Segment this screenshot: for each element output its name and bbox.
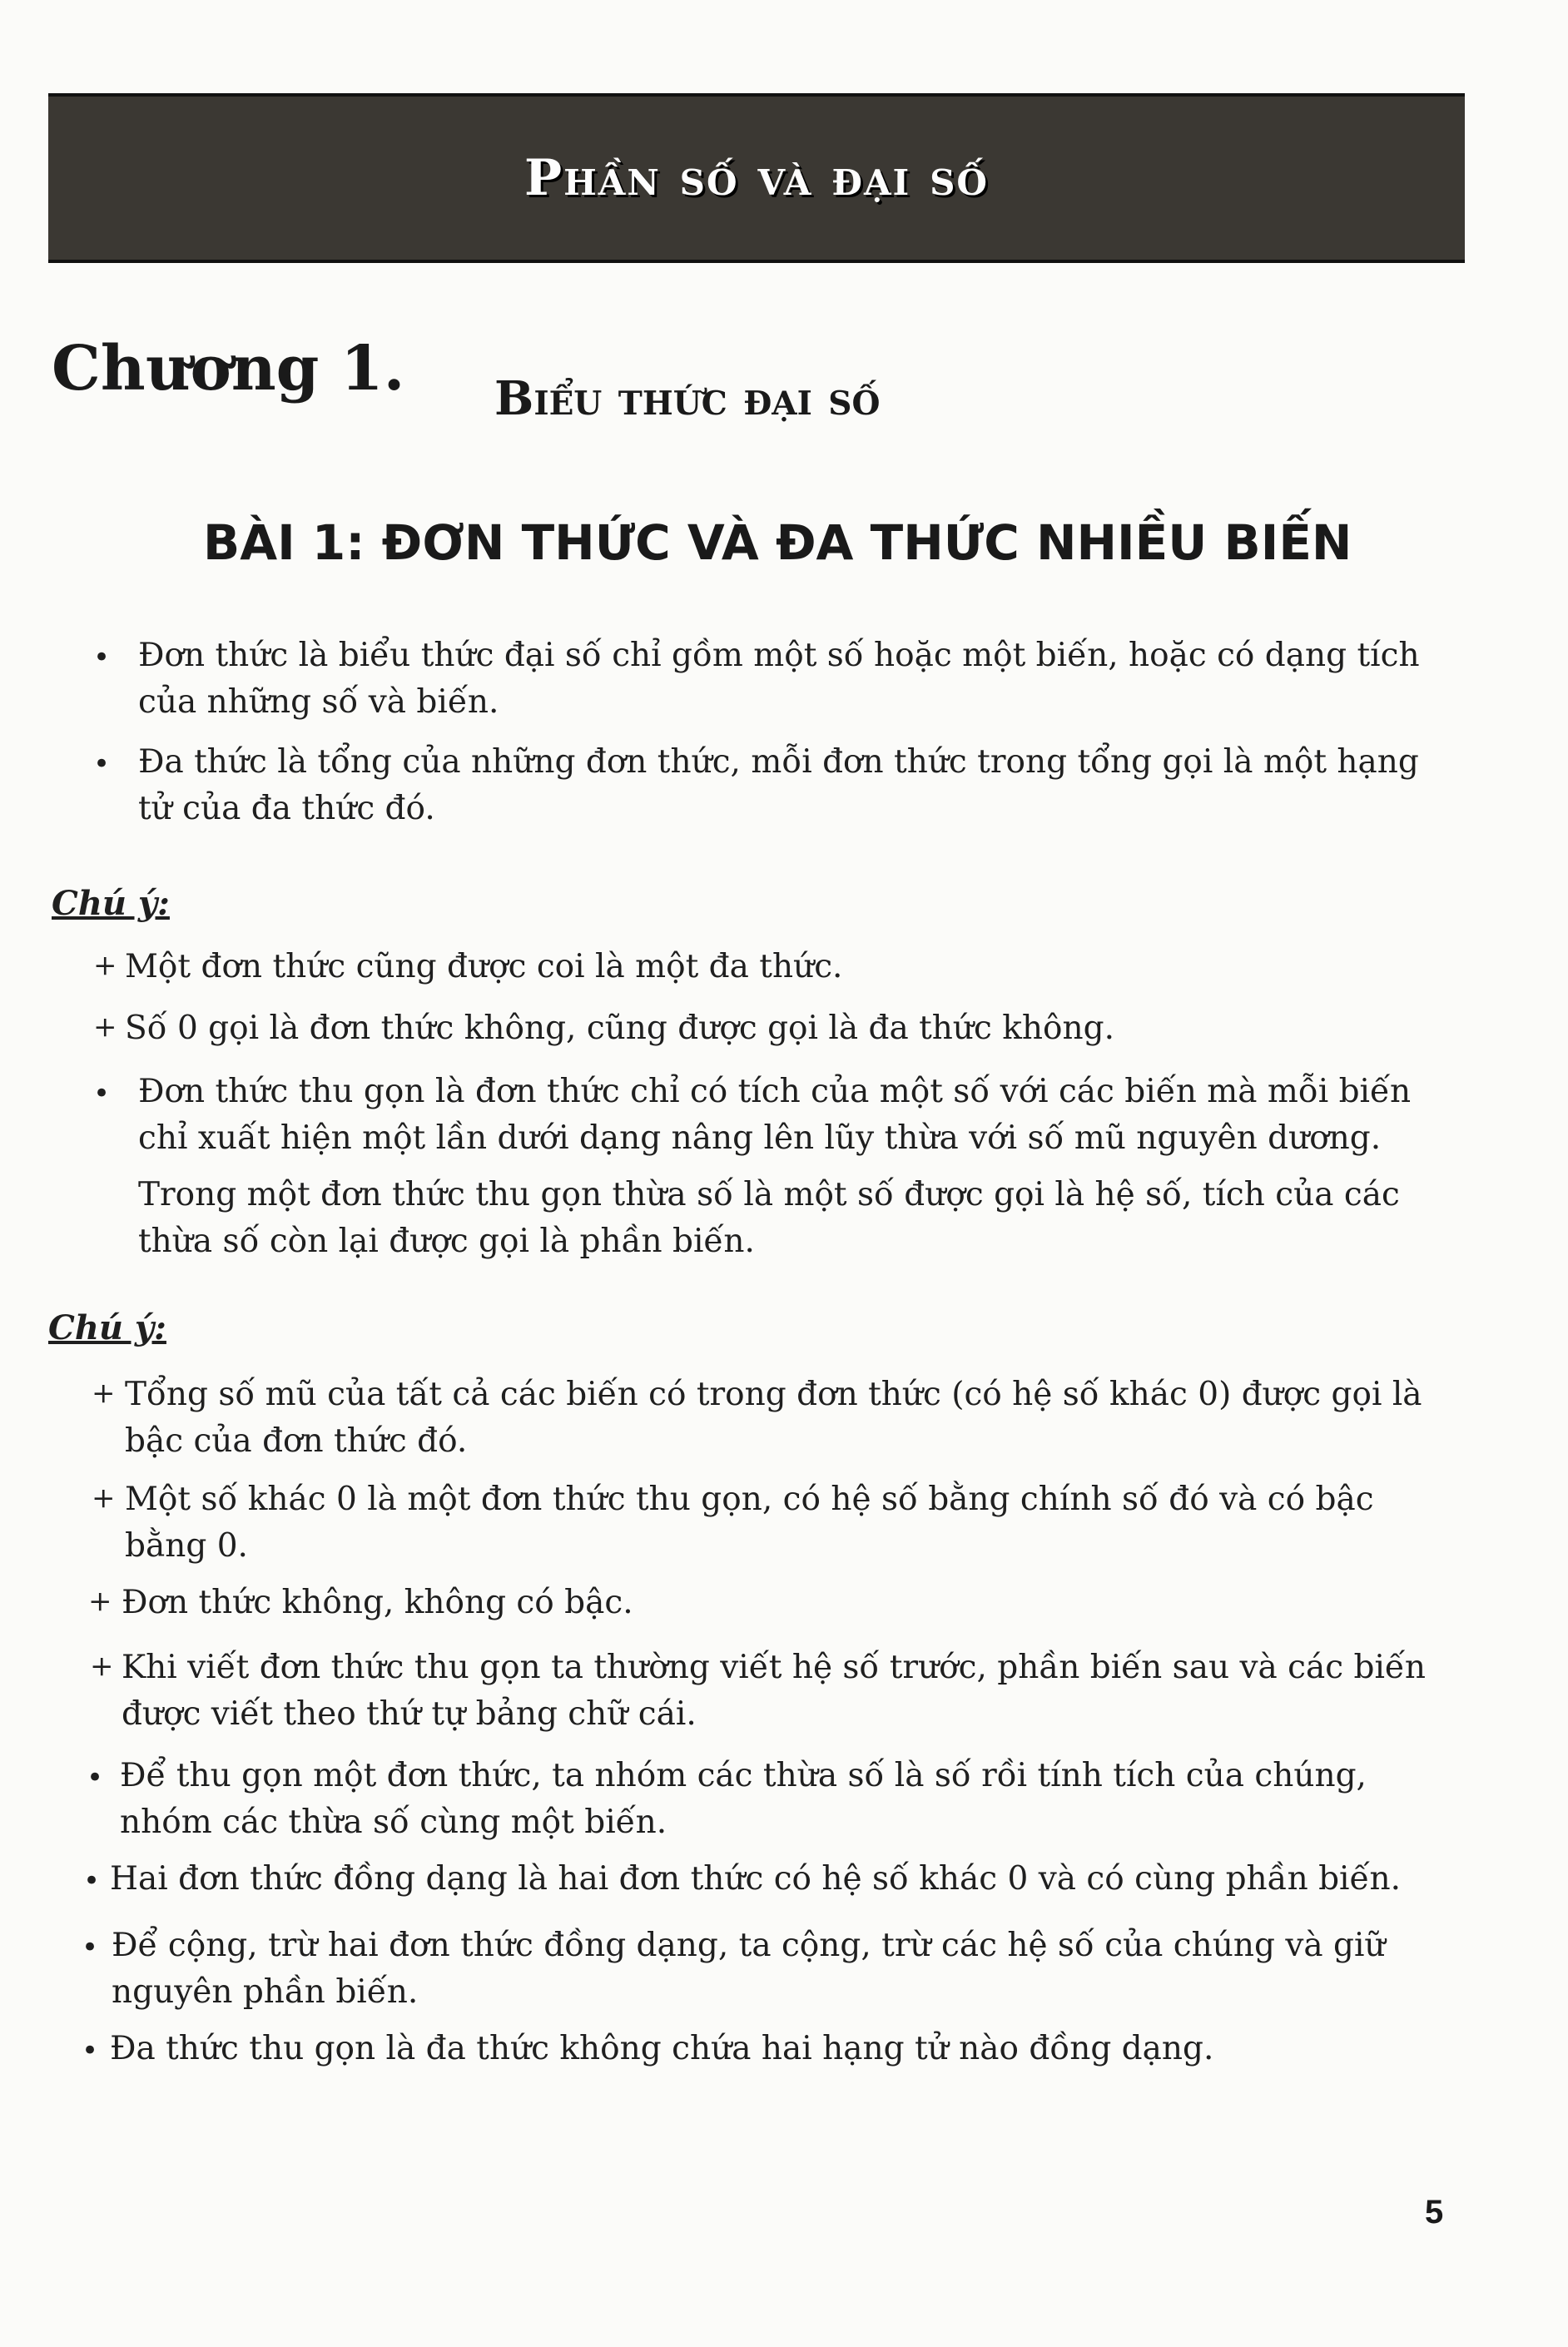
chapter-title: Biểu thức đại số (494, 371, 881, 426)
part-banner (48, 93, 1465, 263)
bullet-marker: • (83, 1864, 101, 1898)
note-heading: Chú ý: (52, 884, 170, 923)
note-item: Một đơn thức cũng được coi là một đa thức. (125, 948, 843, 985)
definition-item: Đa thức là tổng của những đơn thức, mỗi đơn thức trong tổng gọi là một hạng tử của đa thức đó. (138, 743, 1419, 827)
note-item: Đa thức thu gọn là đa thức không chứa hai hạng tử nào đồng dạng. (110, 2030, 1214, 2067)
plus-marker: + (90, 1650, 114, 1683)
note-item-continuation: Trong một đơn thức thu gọn thừa số là một số được gọi là hệ số, tích của các thừa số còn lại được gọi là phần biến. (138, 1176, 1400, 1260)
plus-marker: + (93, 949, 117, 982)
bullet-marker: • (82, 2034, 99, 2067)
chapter-label: Chương 1. (52, 333, 405, 404)
plus-marker: + (93, 1010, 117, 1044)
note-item: Tổng số mũ của tất cả các biến có trong đơn thức (có hệ số khác 0) được gọi là bậc của đơn thức đó. (125, 1376, 1422, 1460)
plus-marker: + (88, 1585, 112, 1618)
note-item: Hai đơn thức đồng dạng là hai đơn thức có hệ số khác 0 và có cùng phần biến. (110, 1860, 1402, 1898)
note-item: Đơn thức thu gọn là đơn thức chỉ có tích của một số với các biến mà mỗi biến chỉ xuất hiện một lần dưới dạng nâng lên lũy thừa với số mũ nguyên dương. (138, 1073, 1412, 1157)
note-item: Một số khác 0 là một đơn thức thu gọn, có hệ số bằng chính số đó và có bậc bằng 0. (125, 1481, 1374, 1565)
lesson-title: BÀI 1: ĐƠN THỨC VÀ ĐA THỨC NHIỀU BIẾN (203, 514, 1352, 571)
note-item: Đơn thức không, không có bậc. (122, 1584, 633, 1621)
page-number: 5 (1425, 2194, 1444, 2230)
note-item: Để cộng, trừ hai đơn thức đồng dạng, ta cộng, trừ các hệ số của chúng và giữ nguyên phần biến. (112, 1927, 1386, 2011)
bullet-marker: • (87, 1761, 104, 1794)
part-title: Phần số và đại số (523, 149, 990, 207)
definition-item: Đơn thức là biểu thức đại số chỉ gồm một số hoặc một biến, hoặc có dạng tích của những số và biến. (138, 637, 1420, 721)
bullet-marker: • (93, 747, 111, 781)
note-item: Khi viết đơn thức thu gọn ta thường viết hệ số trước, phần biến sau và các biến được viết theo thứ tự bảng chữ cái. (122, 1649, 1427, 1733)
bullet-marker: • (82, 1931, 99, 1964)
note-item: Để thu gọn một đơn thức, ta nhóm các thừa số là số rồi tính tích của chúng, nhóm các thừa số cùng một biến. (120, 1757, 1367, 1841)
bullet-marker: • (93, 641, 111, 674)
note-heading: Chú ý: (48, 1308, 166, 1347)
note-item: Số 0 gọi là đơn thức không, cũng được gọi là đa thức không. (125, 1010, 1114, 1047)
plus-marker: + (92, 1377, 116, 1410)
bullet-marker: • (93, 1077, 111, 1110)
plus-marker: + (92, 1481, 116, 1515)
